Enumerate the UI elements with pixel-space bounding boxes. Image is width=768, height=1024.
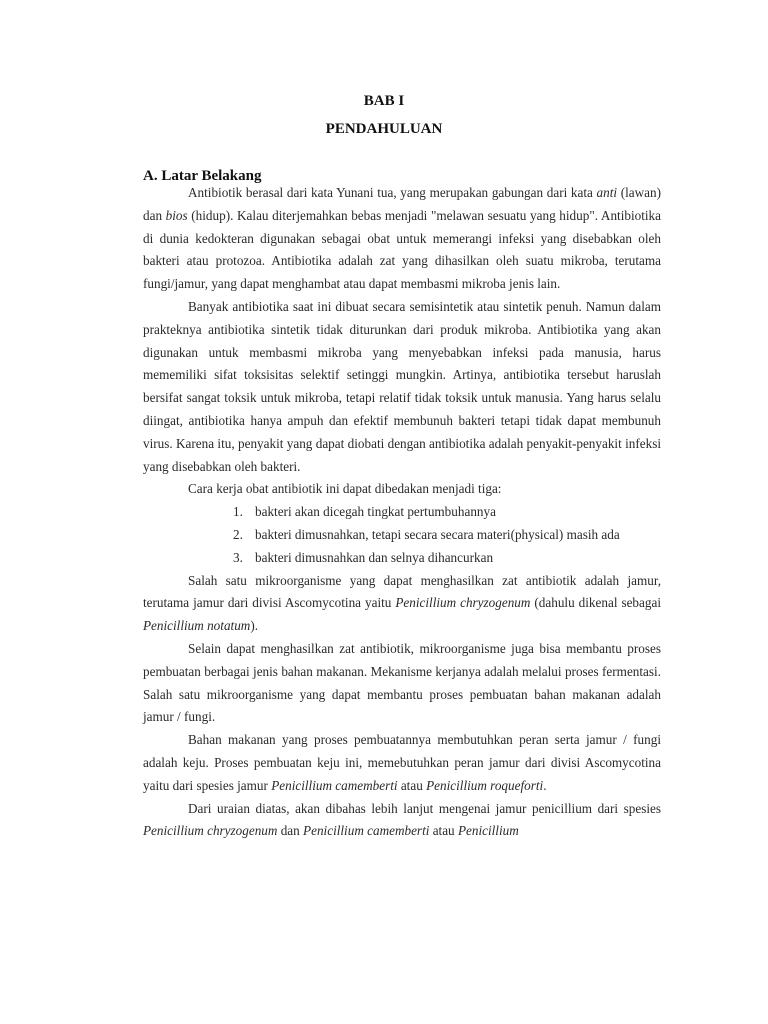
list-item <box>143 524 661 547</box>
paragraph-7-text-c: atau <box>429 823 458 839</box>
term-bios: bios <box>165 207 188 223</box>
paragraph-6-text-a: Bahan makanan yang proses pembuatannya membutuhkan peran serta jamur / fungi adalah keju. Proses pembuatan keju ini, memebutuhkan peran jamur dari divisi Ascomycotina yaitu dari spesies jamur <box>143 732 661 793</box>
antibiotic-methods-list <box>143 501 661 569</box>
paragraph-4-text-a: Salah satu mikroorganisme yang dapat menghasilkan zat antibiotik adalah jamur, terutama jamur dari divisi Ascomycotina yaitu <box>143 572 661 611</box>
paragraph-1-text-a: Antibiotik berasal dari kata Yunani tua, yang merupakan gabungan dari kata <box>188 185 597 200</box>
species-name: Penicillium chryzogenum <box>395 595 531 611</box>
species-name: Penicillium roqueforti <box>426 777 544 793</box>
section-heading: A. Latar Belakang <box>143 168 262 184</box>
paragraph-1-text-b: (lawan) dan <box>143 185 661 223</box>
paragraph-7-text-a: Dari uraian diatas, akan dibahas lebih lanjut mengenai jamur penicillium dari spesies <box>188 800 661 816</box>
paragraph-1 <box>143 182 661 296</box>
list-item-text: bakteri akan dicegah tingkat pertumbuhannya <box>255 504 496 520</box>
species-name: Penicillium notatum <box>143 618 251 634</box>
species-name: Penicillium camemberti <box>271 777 398 793</box>
list-item-number: 2. <box>233 526 243 542</box>
list-item <box>143 547 661 570</box>
paragraph-6-text-c: . <box>543 777 547 793</box>
species-name: Penicillium camemberti <box>303 823 430 839</box>
paragraph-7-text-b: dan <box>277 823 304 839</box>
species-name: Penicillium chryzogenum <box>143 823 278 839</box>
list-item-number: 3. <box>233 549 243 565</box>
list-item-text: bakteri dimusnahkan, tetapi secara secara materi(physical) masih ada <box>255 526 620 542</box>
paragraph-5: Selain dapat menghasilkan zat antibiotik, mikroorganisme juga bisa membantu proses pembuatan berbagai jenis bahan makanan. Mekanisme kerjanya adalah melalui proses fermentasi. Salah satu mikroorganisme yang dapat membantu proses pembuatan bahan makanan adalah jamur / fungi. <box>143 640 661 725</box>
paragraph-4-text-c: ). <box>250 618 259 634</box>
list-item-number: 1. <box>233 504 243 520</box>
list-item-text: bakteri dimusnahkan dan selnya dihancurkan <box>255 549 494 565</box>
body-text <box>143 182 661 843</box>
paragraph-6-text-b: atau <box>397 777 427 793</box>
list-item <box>143 501 661 524</box>
paragraph-1-text-c: (hidup). Kalau diterjemahkan bebas menjadi "melawan sesuatu yang hidup". Antibiotika di dunia kedokteran digunakan sebagai obat untuk memerangi infeksi yang disebabkan oleh bakteri atau protozoa. Antibiotika adalah zat yang dihasilkan oleh suatu mikroba, terutama fungi/jamur, yang dapat menghambat atau dapat membasmi mikroba jenis lain. <box>143 207 661 292</box>
term-anti: anti <box>596 185 618 200</box>
paragraph-6 <box>143 729 661 797</box>
paragraph-4 <box>143 570 661 638</box>
paragraph-4-text-b: (dahulu dikenal sebagai <box>530 595 661 611</box>
species-name: Penicillium <box>457 823 519 839</box>
chapter-number: BAB I <box>363 93 405 109</box>
paragraph-3: Cara kerja obat antibiotik ini dapat dibedakan menjadi tiga: <box>188 481 502 497</box>
paragraph-7 <box>143 798 661 844</box>
chapter-title: PENDAHULUAN <box>325 121 443 137</box>
paragraph-2: Banyak antibiotika saat ini dibuat secara semisintetik atau sintetik penuh. Namun dalam prakteknya antibiotika sintetik tidak diturunkan dari produk mikroba. Antibiotika yang akan digunakan untuk membasmi mikroba yang menyebabkan infeksi pada manusia, harus mememiliki sifat toksisitas selektif setinggi mungkin. Artinya, antibiotika tersebut haruslah bersifat sangat toksik untuk mikroba, tetapi relatif tidak toksik untuk manusia. Yang harus selalu diingat, antibiotika hanya ampuh dan efektif membunuh bakteri tetapi tidak dapat membunuh virus. Karena itu, penyakit yang dapat diobati dengan antibiotika adalah penyakit-penyakit infeksi yang disebabkan oleh bakteri. <box>143 298 661 474</box>
